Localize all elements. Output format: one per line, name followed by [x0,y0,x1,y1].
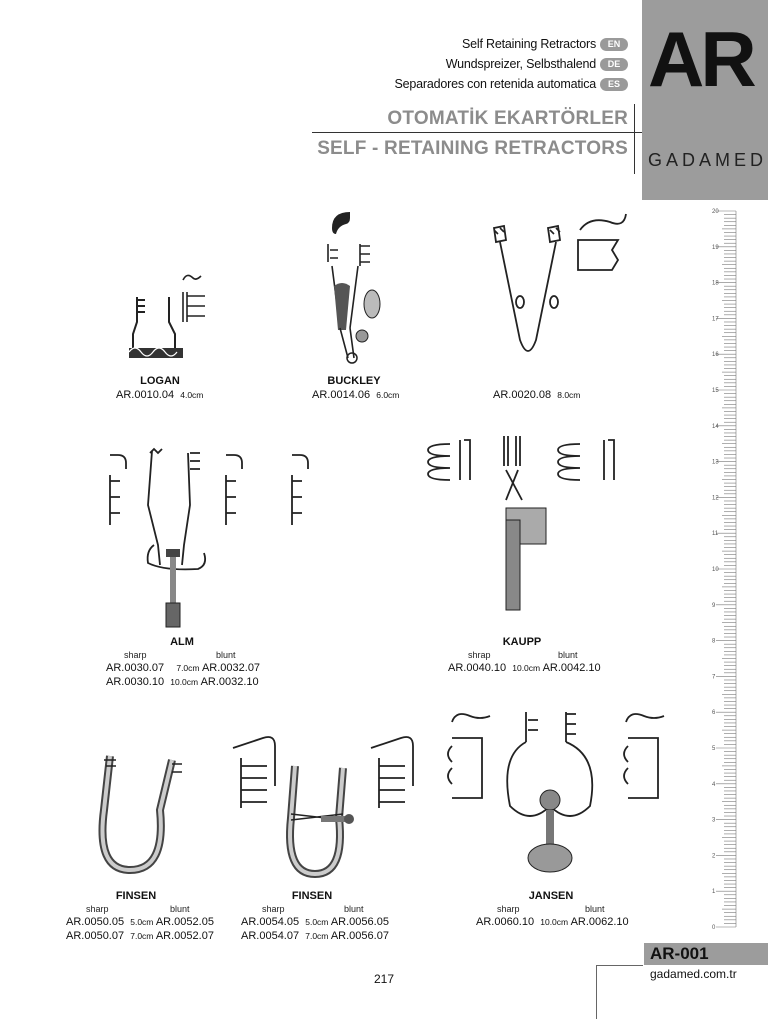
blunt-code: AR.0056.05 [330,916,389,928]
ruler-label: 15 [712,388,719,394]
blunt-code: AR.0032.10 [200,676,259,688]
product-size: 4.0cm [180,390,204,400]
finsen-retractor-with-screw-image [225,728,425,888]
product-code-line [241,930,389,942]
ruler-label: 3 [712,817,716,824]
product-size: 6.0cm [376,390,400,400]
ruler-label: 12 [712,495,719,502]
sharp-code: AR.0054.07 [241,930,300,942]
product-code: AR.0020.08 [493,389,552,401]
product-code: AR.0014.06 [312,389,371,401]
ruler-label: 18 [712,280,719,287]
blunt-label: blunt [585,904,605,914]
title-vertical-rule [634,104,635,174]
brand-logo [648,150,767,171]
blunt-label: blunt [216,650,236,660]
product-size: 10.0cm [540,917,569,927]
sharp-code: AR.0054.05 [241,916,300,928]
ruler-label: 13 [712,459,719,466]
page-code-frame [596,965,643,1019]
sharp-code: AR.0030.10 [106,676,165,688]
sharp-code: AR.0030.07 [106,662,165,674]
sharp-label: sharp [86,904,109,914]
sharp-code: AR.0040.10 [448,662,507,674]
language-text: Separadores con retenida automatica [394,77,596,91]
language-tag: DE [600,58,628,71]
blunt-code: AR.0062.10 [570,916,629,928]
sharp-code: AR.0050.05 [66,916,125,928]
website-link[interactable]: gadamed.com.tr [650,967,737,981]
finsen-retractor-image [90,750,200,885]
language-line-en [462,35,628,53]
product-code-line [241,916,389,928]
ruler-label: 16 [712,352,719,359]
product-size: 7.0cm [176,663,200,673]
blunt-label: blunt [170,904,190,914]
sharp-label: sharp [124,650,147,660]
page-title-tr: OTOMATİK EKARTÖRLER [387,108,628,129]
blunt-code: AR.0042.10 [542,662,601,674]
product-code-line [448,662,601,674]
product-size: 10.0cm [170,677,199,687]
ruler-label: 20 [712,209,719,215]
sharp-label: sharp [262,904,285,914]
product-code-line [66,930,214,942]
product-name-finsen: FINSEN [291,890,333,902]
ruler-label: 10 [712,567,719,573]
sharp-label: shrap [468,650,491,660]
ruler-label: 17 [712,316,719,323]
product-name-jansen: JANSEN [528,890,574,902]
language-text: Wundspreizer, Selbsthalend [445,57,596,71]
product-code-line [312,389,399,401]
product-size: 5.0cm [305,917,329,927]
product-size: 7.0cm [130,931,154,941]
blunt-code: AR.0052.07 [155,930,214,942]
ruler-label: 2 [712,853,716,860]
product-name-alm: ALM [170,636,194,648]
language-line-es [395,75,628,93]
ruler-label: 1 [712,889,716,896]
jansen-retractor-image [440,706,680,886]
product-name-logan: LOGAN [140,375,180,387]
alm-retractor-image [100,445,330,630]
product-code-line [116,389,203,401]
ruler-label: 5 [712,746,716,752]
ruler-label: 11 [712,531,719,538]
blunt-label: blunt [558,650,578,660]
ruler-label: 9 [712,602,716,609]
sharp-label: sharp [497,904,520,914]
buckley-retractor-image [310,208,400,373]
blunt-code: AR.0052.05 [155,916,214,928]
ruler-label: 7 [712,674,716,681]
measurement-ruler [712,208,742,930]
brand-name: GADAMED [648,150,768,170]
blunt-code: AR.0032.07 [201,662,261,674]
ruler-label: 0 [712,925,716,930]
page-code: AR-001 [650,944,709,963]
language-tag: EN [600,38,628,51]
product-name-buckley: BUCKLEY [327,375,381,387]
product-code-line [106,662,260,674]
ruler-label: 14 [712,423,719,430]
product-size: 10.0cm [512,663,541,673]
kaupp-retractor-image [420,430,640,625]
language-text: Self Retaining Retractors [462,37,596,51]
sharp-code: AR.0050.07 [66,930,125,942]
section-code: AR [648,15,753,103]
title-divider [312,132,642,133]
ruler-label: 4 [712,781,716,788]
product-code-line [493,389,580,401]
product-code-line [476,916,629,928]
product-code-line [106,676,259,688]
blunt-label: blunt [344,904,364,914]
page-code-block [620,943,768,1018]
product-code: AR.0010.04 [116,389,175,401]
blunt-code: AR.0056.07 [330,930,389,942]
sharp-code: AR.0060.10 [476,916,535,928]
language-line-de [446,55,628,73]
product-code-line [66,916,214,928]
language-tag: ES [600,78,628,91]
logan-retractor-image [115,272,225,372]
product-size: 8.0cm [557,390,581,400]
product-size: 7.0cm [305,931,329,941]
product-size: 5.0cm [130,917,154,927]
product-name-kaupp: KAUPP [502,636,542,648]
ruler-label: 8 [712,638,716,645]
page-number: 217 [373,972,395,986]
wire-retractor-image [480,210,640,370]
ruler-label: 6 [712,710,716,717]
ruler-label: 19 [712,244,719,251]
page-title-en: SELF - RETAINING RETRACTORS [317,138,628,159]
product-name-finsen: FINSEN [115,890,157,902]
